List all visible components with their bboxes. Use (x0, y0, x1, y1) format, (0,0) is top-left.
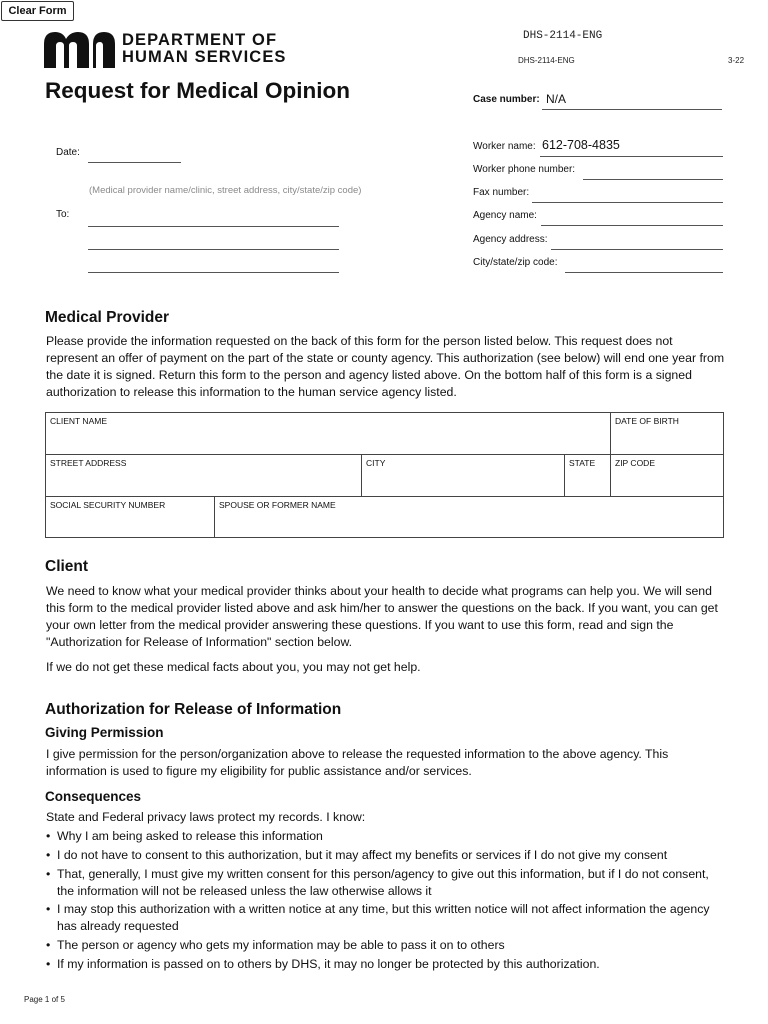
form-code: DHS-2114-ENG (518, 56, 575, 65)
mn-logo-icon (44, 32, 116, 68)
logo-line-2: HUMAN SERVICES (122, 48, 287, 66)
spouse-name-cell[interactable] (215, 497, 724, 537)
client-info-table (45, 412, 724, 538)
client-heading: Client (45, 558, 89, 575)
list-item: • If my information is passed on to others by DHS, it may no longer be protected by this authorization. (46, 956, 726, 973)
provider-line-2-field[interactable] (88, 249, 339, 250)
state-cell[interactable] (565, 455, 611, 497)
revision-date: 3-22 (728, 56, 745, 65)
page-title: Request for Medical Opinion (45, 78, 351, 103)
ssn-cell[interactable] (46, 497, 215, 537)
ssn-label: SOCIAL SECURITY NUMBER (50, 500, 166, 510)
zip-label: ZIP CODE (615, 458, 655, 468)
state-label: STATE (569, 458, 596, 468)
provider-line-3-field[interactable] (88, 272, 339, 273)
consequences-list (46, 828, 726, 975)
provider-hint: (Medical provider name/clinic, street address, city/state/zip code) (89, 185, 362, 196)
consequences-heading: Consequences (45, 789, 142, 804)
to-label: To: (56, 209, 70, 220)
giving-permission-text: I give permission for the person/organization above to release the requested information to the above agency. This information is used to figure my eligibility for public assistance and/or services. (46, 747, 669, 778)
agency-address-label: Agency address: (473, 234, 548, 245)
worker-name-field[interactable]: 612-708-4835 (542, 138, 620, 152)
list-item: • Why I am being asked to release this information (46, 828, 726, 845)
clear-form-button[interactable]: Clear Form (1, 1, 74, 21)
worker-name-label: Worker name: (473, 141, 536, 152)
agency-name-field[interactable] (541, 225, 723, 226)
city-state-zip-field[interactable] (565, 272, 723, 273)
provider-line-1-field[interactable] (88, 226, 339, 227)
client-name-label: CLIENT NAME (50, 416, 107, 426)
case-number-underline (542, 109, 722, 110)
client-text: We need to know what your medical provider thinks about your health to decide what programs can help you. We will send this form to the medical provider listed above and ask him/her to answer the questions on the back. If you want, you can get your own letter from the medical provider answering these questions. If you want to use this form, read and sign the "Authorization for Release of Information" section below. (46, 584, 718, 649)
client-name-cell[interactable] (46, 413, 611, 455)
authorization-heading: Authorization for Release of Information (45, 701, 342, 718)
dob-cell[interactable] (611, 413, 724, 455)
worker-phone-field[interactable] (583, 179, 723, 180)
form-code-header: DHS-2114-ENG (523, 30, 603, 42)
case-number-field[interactable]: N/A (546, 92, 567, 106)
list-item: • I do not have to consent to this authorization, but it may affect my benefits or services if I do not give my consent (46, 847, 726, 864)
spouse-name-label: SPOUSE OR FORMER NAME (219, 500, 336, 510)
logo-wordmark (122, 32, 287, 66)
medical-provider-text: Please provide the information requested on the back of this form for the person listed below. This request does not represent an offer of payment on the part of the state or county agency. This authorization (see below) will end one year from the date it is signed. Return this form to the person and agency listed above. On the bottom half of this form is a signed authorization to release this information to the human service agency listed. (46, 334, 725, 399)
date-field[interactable] (88, 162, 181, 163)
worker-name-underline (540, 156, 723, 157)
medical-provider-heading: Medical Provider (45, 309, 170, 326)
fax-field[interactable] (532, 202, 723, 203)
worker-phone-label: Worker phone number: (473, 164, 576, 175)
date-label: Date: (56, 147, 80, 158)
dob-label: DATE OF BIRTH (615, 416, 679, 426)
agency-address-field[interactable] (551, 249, 723, 250)
city-label: CITY (366, 458, 386, 468)
list-item: • The person or agency who gets my information may be able to pass it on to others (46, 937, 726, 954)
street-address-label: STREET ADDRESS (50, 458, 127, 468)
street-address-cell[interactable] (46, 455, 362, 497)
city-cell[interactable] (362, 455, 565, 497)
logo-line-1: DEPARTMENT OF (122, 31, 278, 49)
dhs-logo (44, 32, 304, 68)
agency-name-label: Agency name: (473, 210, 537, 221)
list-item: • That, generally, I must give my written consent for this person/agency to give out this information, but if I do not consent, the information will not be released unless the law otherwise allows it (46, 866, 726, 900)
page-number: Page 1 of 5 (24, 995, 65, 1004)
city-state-zip-label: City/state/zip code: (473, 257, 558, 268)
consequences-intro: State and Federal privacy laws protect my records. I know: (46, 810, 366, 824)
fax-label: Fax number: (473, 187, 530, 198)
giving-permission-heading: Giving Permission (45, 725, 164, 740)
list-item: • I may stop this authorization with a written notice at any time, but this written notice will not affect information the agency has already requested (46, 901, 726, 935)
case-number-label: Case number: (473, 94, 540, 105)
client-warning-text: If we do not get these medical facts about you, you may not get help. (46, 660, 421, 674)
zip-cell[interactable] (611, 455, 724, 497)
